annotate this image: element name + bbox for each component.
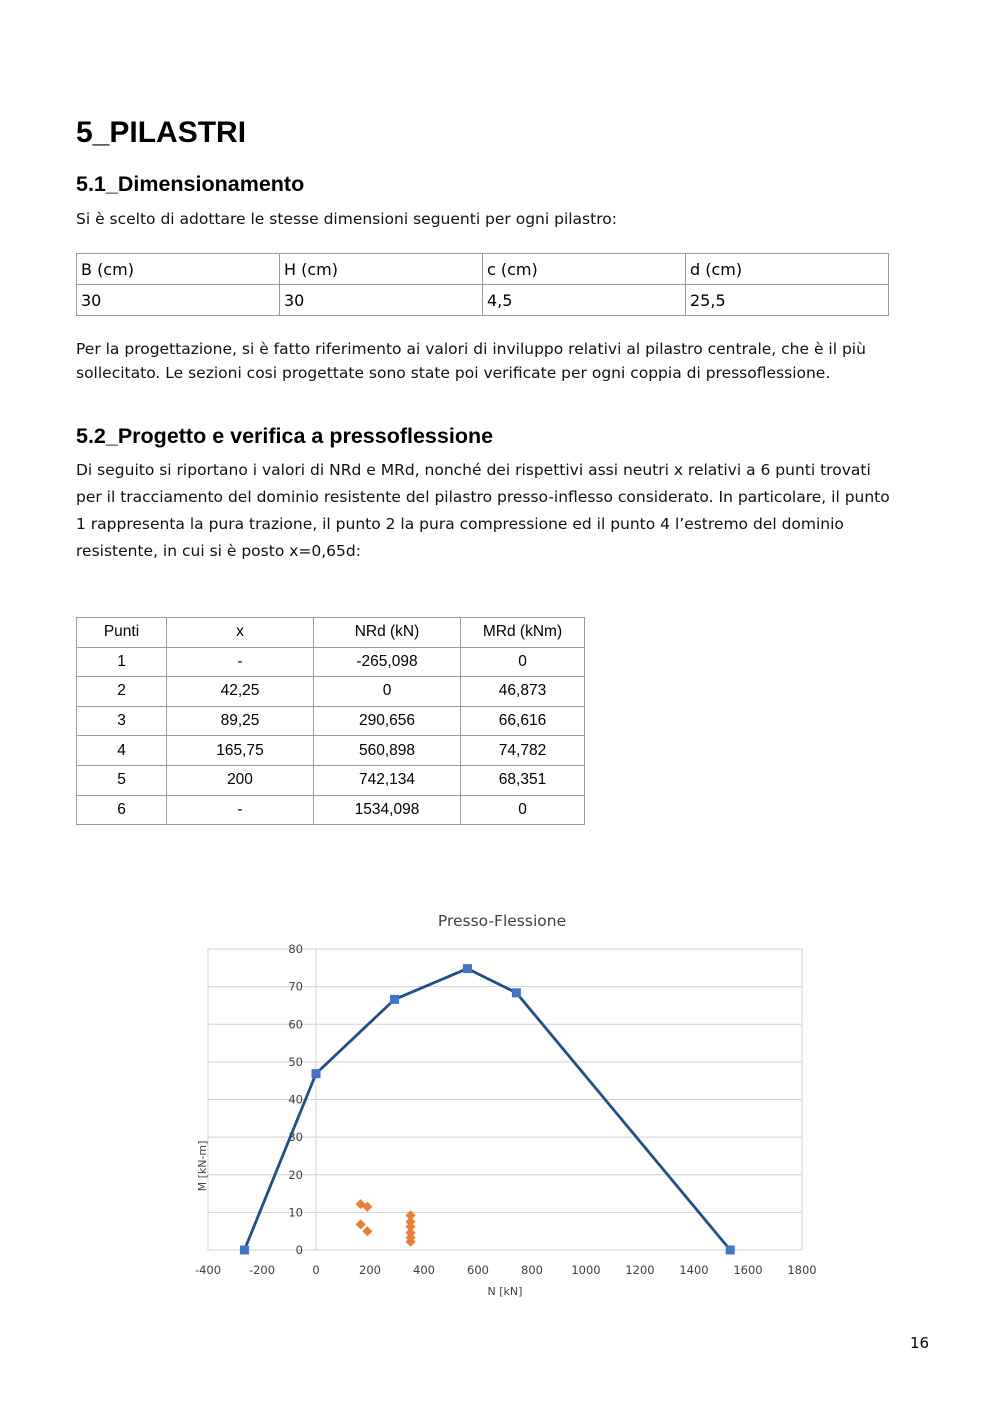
table-cell: 46,873 — [461, 677, 585, 707]
table-cell: - — [167, 795, 314, 825]
data-point-square — [463, 964, 472, 973]
page-heading: 5_PILASTRI — [76, 116, 247, 149]
table-header-cell: Punti — [77, 618, 167, 648]
table-cell: d (cm) — [686, 254, 889, 285]
text-line: Di seguito si riportano i valori di NRd e MRd, nonché dei rispettivi assi neutri x relativi a 6 punti trovati — [76, 461, 871, 479]
series-line — [244, 969, 730, 1250]
chart-title: Presso-Flessione — [437, 912, 567, 930]
table-cell: 3 — [77, 706, 167, 736]
table-cell: 89,25 — [167, 706, 314, 736]
text-line: per il tracciamento del dominio resistente del pilastro presso-inflesso considerato. In particolare, il punto — [76, 488, 890, 506]
table-cell: 560,898 — [314, 736, 461, 766]
table-cell: H (cm) — [280, 254, 483, 285]
table-cell: 0 — [461, 647, 585, 677]
table-cell: 290,656 — [314, 706, 461, 736]
table-cell: 30 — [280, 285, 483, 316]
y-tick-label: 70 — [288, 979, 303, 994]
table-cell: 165,75 — [167, 736, 314, 766]
x-tick-label: 1000 — [571, 1263, 601, 1277]
x-tick-label: 600 — [467, 1263, 489, 1277]
section1-intro: Si è scelto di adottare le stesse dimensioni seguenti per ogni pilastro: — [76, 210, 617, 228]
table-cell: 25,5 — [686, 285, 889, 316]
table-cell: 68,351 — [461, 765, 585, 795]
table-cell: 2 — [77, 677, 167, 707]
text-line: resistente, in cui si è posto x=0,65d: — [76, 542, 361, 560]
table-cell: 0 — [314, 677, 461, 707]
table-header-cell: x — [167, 618, 314, 648]
page-number: 16 — [910, 1334, 930, 1352]
y-axis-label: M [kN-m] — [196, 1140, 209, 1192]
table-cell: c (cm) — [483, 254, 686, 285]
y-tick-label: 0 — [295, 1243, 303, 1257]
data-point-diamond — [362, 1226, 372, 1236]
table-cell: 6 — [77, 795, 167, 825]
x-tick-label: 800 — [521, 1263, 543, 1277]
table-cell: 1 — [77, 647, 167, 677]
table-cell: 42,25 — [167, 677, 314, 707]
table-cell: -265,098 — [314, 647, 461, 677]
x-axis-label: N [kN] — [487, 1285, 523, 1298]
table-cell: 4,5 — [483, 285, 686, 316]
data-point-square — [240, 1246, 249, 1255]
table-cell: 74,782 — [461, 736, 585, 766]
y-tick-label: 50 — [288, 1054, 303, 1069]
x-tick-label: -200 — [248, 1263, 276, 1277]
data-point-square — [512, 988, 521, 997]
x-tick-label: 0 — [312, 1263, 320, 1277]
y-tick-label: 10 — [288, 1205, 303, 1220]
x-tick-label: 400 — [413, 1263, 435, 1277]
table-cell: 4 — [77, 736, 167, 766]
table-header-cell: NRd (kN) — [314, 618, 461, 648]
x-tick-label: 1800 — [787, 1263, 817, 1277]
table-header-cell: MRd (kNm) — [461, 618, 585, 648]
section-title-dimensionamento: 5.1_Dimensionamento — [76, 172, 305, 196]
y-tick-label: 20 — [288, 1167, 303, 1182]
text-line: sollecitato. Le sezioni cosi progettate sono state poi verificate per ogni coppia di pressoflessione. — [76, 364, 831, 382]
data-point-square — [312, 1069, 321, 1078]
y-tick-label: 30 — [288, 1130, 303, 1145]
y-tick-label: 40 — [288, 1092, 303, 1107]
table-cell: 5 — [77, 765, 167, 795]
x-tick-label: -400 — [194, 1263, 222, 1277]
table-cell: B (cm) — [77, 254, 280, 285]
table-cell: 1534,098 — [314, 795, 461, 825]
text-line: Per la progettazione, si è fatto riferimento ai valori di inviluppo relativi al pilastro centrale, che è il più — [76, 340, 866, 358]
table-cell: 30 — [77, 285, 280, 316]
section-title-pressoflessione: 5.2_Progetto e verifica a pressoflessione — [76, 424, 494, 448]
data-point-square — [390, 995, 399, 1004]
data-point-square — [726, 1246, 735, 1255]
x-tick-label: 200 — [359, 1263, 381, 1277]
y-tick-label: 60 — [288, 1017, 303, 1032]
y-tick-label: 80 — [288, 942, 303, 956]
table-cell: 200 — [167, 765, 314, 795]
table-cell: - — [167, 647, 314, 677]
table-cell: 742,134 — [314, 765, 461, 795]
data-point-diamond — [356, 1219, 366, 1229]
x-tick-label: 1400 — [679, 1263, 709, 1277]
table-cell: 0 — [461, 795, 585, 825]
text-line: 1 rappresenta la pura trazione, il punto 2 la pura compressione ed il punto 4 l’estremo del dominio — [76, 515, 844, 533]
table-cell: 66,616 — [461, 706, 585, 736]
x-tick-label: 1600 — [733, 1263, 763, 1277]
x-tick-label: 1200 — [625, 1263, 655, 1277]
